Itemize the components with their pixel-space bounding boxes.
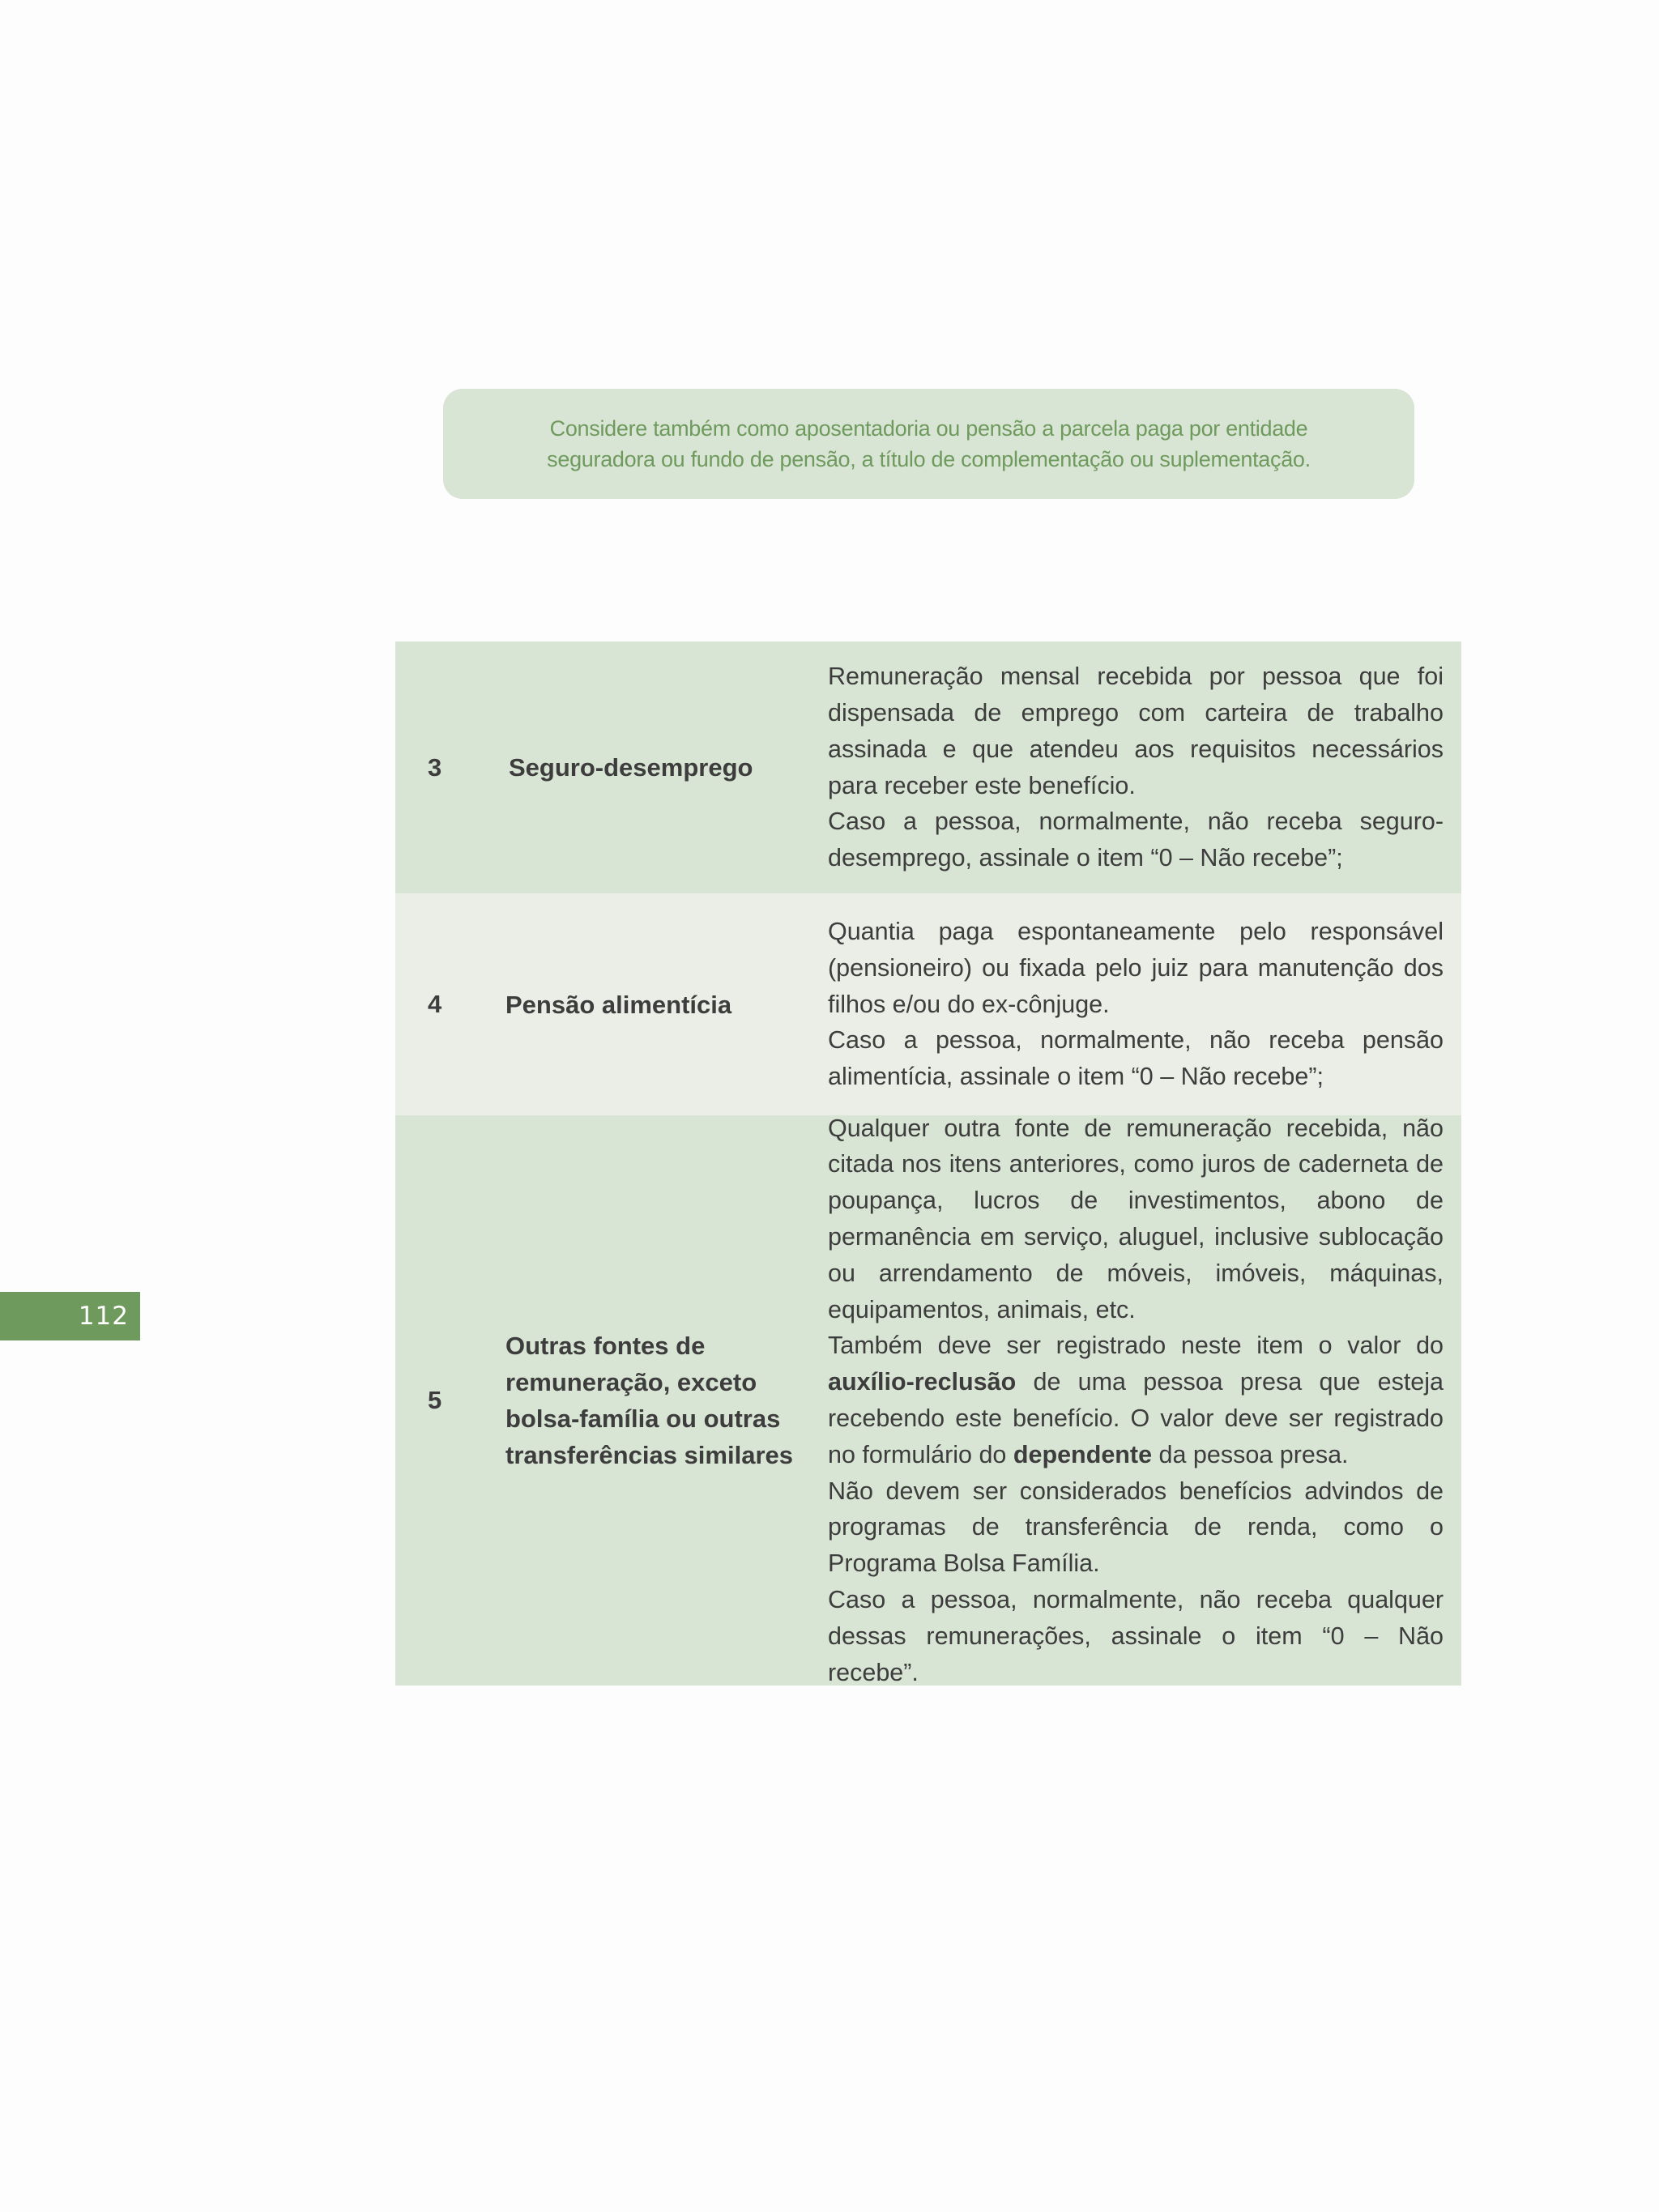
note-line-2: seguradora ou fundo de pensão, a título de complementação ou suplementação. [547,447,1311,471]
note-box [443,389,1414,499]
note-line-1: Considere também como aposentadoria ou pensão a parcela paga por entidade [549,416,1308,441]
description-paragraph: Quantia paga espontaneamente pelo responsável (pensioneiro) ou fixada pelo juiz para manutenção dos filhos e/ou do ex-cônjuge. [828,918,1444,1018]
emphasis-auxilio-reclusao: auxílio-reclusão [828,1368,1017,1396]
page-number-tab: 112 [0,1292,140,1340]
emphasis-dependente: dependente [1013,1440,1153,1468]
description-paragraph: Não devem ser considerados benefícios advindos de programas de transferência de renda, como o Programa Bolsa Família. [828,1477,1444,1578]
table-row [395,893,1461,1115]
description-paragraph: Caso a pessoa, normalmente, não receba pensão alimentícia, assinale o item “0 – Não recebe”; [828,1026,1444,1091]
description-paragraph: Remuneração mensal recebida por pessoa que foi dispensada de emprego com carteira de trabalho assinada e que atendeu aos requisitos necessários para receber este benefício. [828,663,1444,799]
item-number: 5 [428,1386,442,1414]
item-number: 3 [428,752,442,782]
description-paragraph: Caso a pessoa, normalmente, não receba qualquer dessas remunerações, assinale o item “0 – Não recebe”. [828,1585,1444,1686]
description-paragraph: Caso a pessoa, normalmente, não receba seguro-desemprego, assinale o item “0 – Não recebe”; [828,808,1444,872]
item-name: Outras fontes de remuneração, exceto bolsa-família ou outras transferências similares [505,1332,793,1469]
item-description [828,658,1461,876]
item-name: Seguro-desemprego [509,753,753,782]
description-text: Também deve ser registrado neste item o valor do [828,1332,1444,1360]
item-description [828,914,1461,1095]
description-text: de uma pessoa presa que esteja recebendo este benefício. O valor deve ser registrado no formulário do [828,1368,1444,1468]
item-description [828,1110,1461,1691]
description-paragraph [828,1328,1444,1473]
description-text: da pessoa presa. [1152,1440,1349,1468]
table-row [395,1115,1461,1686]
income-table [395,641,1461,1686]
description-paragraph: Qualquer outra fonte de remuneração recebida, não citada nos itens anteriores, como juros de caderneta de poupança, lucros de investimentos, abono de permanência em serviço, aluguel, inclusive sublocação ou arrendamento de móveis, imóveis, máquinas, equipamentos, animais, etc. [828,1114,1444,1323]
item-name: Pensão alimentícia [505,990,732,1019]
item-number: 4 [428,990,442,1018]
table-row [395,641,1461,893]
